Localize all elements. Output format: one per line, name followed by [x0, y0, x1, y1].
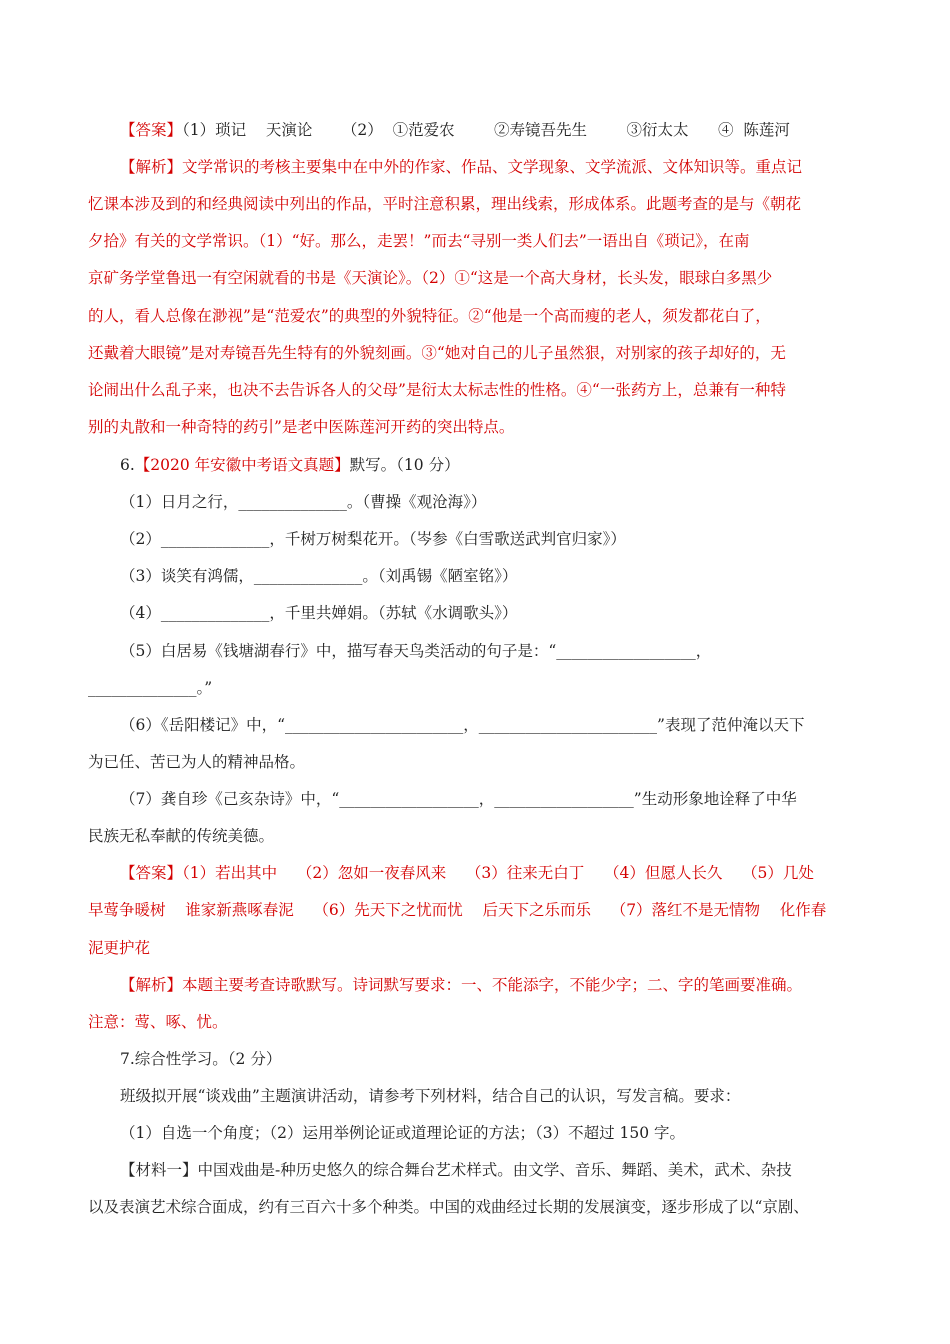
analysis-line: 夕拾》有关的文学常识。（1）“好。那么，走罢！”而去“寻别一类人们去”一语出自《琐记》，在南: [88, 232, 750, 250]
analysis-line: [120, 156, 802, 178]
answer-line: 早莺争暖树 谁家新燕啄春泥 （6）先天下之忧而忧 后天下之乐而乐 （7）落红不是无情物 化作春: [88, 901, 827, 919]
analysis-text: 文学常识的考核主要集中在中外的作家、作品、文学现象、文学流派、文体知识等。重点记: [182, 158, 803, 176]
question-item: （1）日月之行，______________。（曹操《观沧海》）: [120, 493, 487, 511]
question-source: 【2020 年安徽中考语文真题】: [134, 456, 350, 474]
answer-line: [120, 119, 790, 141]
answer-tag: 【答案】: [120, 121, 183, 139]
analysis-line: 京矿务学堂鲁迅一有空闲就看的书是《天演论》。（2）①“这是一个高大身材，长头发，眼球白多黑少: [88, 269, 773, 287]
question-item: （6）《岳阳楼记》中，“_______________________，_______________________”表现了范仲淹以天下: [120, 716, 805, 734]
question-number: 6.: [120, 456, 135, 474]
paragraph-line: 【材料一】中国戏曲是-种历史悠久的综合舞台艺术样式。由文学、音乐、舞蹈、美术，武术、杂技: [120, 1161, 792, 1179]
analysis-line: 论闹出什么乱子来，也决不去告诉各人的父母”是衍太太标志性的性格。④“一张药方上，总兼有一种特: [88, 381, 786, 399]
paragraph-line: 以及表演艺术综合面成，约有三百六十多个种类。中国的戏曲经过长期的发展演变，逐步形成了以“京剧、: [88, 1198, 809, 1216]
question-item: 为已任、苦已为人的精神品格。: [88, 753, 306, 771]
answer-line: 泥更护花: [88, 939, 151, 957]
answer-text: （1）若出其中 （2）忽如一夜春风来 （3）往来无白丁 （4）但愿人长久 （5）几处: [182, 864, 814, 882]
answer-line: [120, 862, 814, 884]
question-item: （2）______________，千树万树梨花开。（岑参《白雪歌送武判官归家》）: [120, 530, 626, 548]
question-item: ______________。”: [88, 679, 213, 697]
question-item: （3）谈笑有鸿儒，______________。（刘禹锡《陋室铭》）: [120, 567, 518, 585]
question-item: （7）龚自珍《己亥杂诗》中，“__________________，__________________”生动形象地诠释了中华: [120, 790, 797, 808]
paragraph-line: （1）自选一个角度；（2）运用举例论证或道理论证的方法；（3）不超过 150 字。: [120, 1124, 686, 1142]
analysis-tag: 【解析】: [120, 158, 183, 176]
paragraph-line: 班级拟开展“谈戏曲”主题演讲活动，请参考下列材料，结合自己的认识，写发言稿。要求：: [120, 1087, 741, 1105]
analysis-line: 别的丸散和一种奇特的药引”是老中医陈莲河开药的突出特点。: [88, 418, 515, 436]
analysis-line: 注意：莺、啄、忧。: [88, 1013, 228, 1031]
question-title: 默写。（10 分）: [349, 456, 460, 474]
analysis-text: 本题主要考查诗歌默写。诗词默写要求：一、不能添字，不能少字；二、字的笔画要准确。: [182, 976, 803, 994]
question-item: （5）白居易《钱塘湖春行》中，描写春天鸟类活动的句子是：“__________________，: [120, 642, 712, 660]
question-item: 民族无私奉献的传统美德。: [88, 827, 275, 845]
analysis-line: 还戴着大眼镜”是对寿镜吾先生特有的外貌刻画。③“她对自己的儿子虽然狠，对别家的孩子却好的，无: [88, 344, 786, 362]
analysis-line: [120, 974, 802, 996]
question-item: （4）______________，千里共婵娟。（苏轼《水调歌头》）: [120, 604, 518, 622]
analysis-line: 的人，看人总像在渺视”是“范爱农”的典型的外貌特征。②“他是一个高而瘦的老人，须发都花白了，: [88, 307, 771, 325]
question-heading: [120, 454, 460, 476]
analysis-line: 忆课本涉及到的和经典阅读中列出的作品，平时注意积累，理出线索，形成体系。此题考查的是与《朝花: [88, 195, 802, 213]
analysis-tag: 【解析】: [120, 976, 183, 994]
answer-text: （1）琐记 天演论 （2） ①范爱农 ②寿镜吾先生 ③衍太太 ④ 陈莲河: [182, 121, 790, 139]
answer-tag: 【答案】: [120, 864, 183, 882]
question-heading: 7.综合性学习。（2 分）: [120, 1050, 282, 1068]
